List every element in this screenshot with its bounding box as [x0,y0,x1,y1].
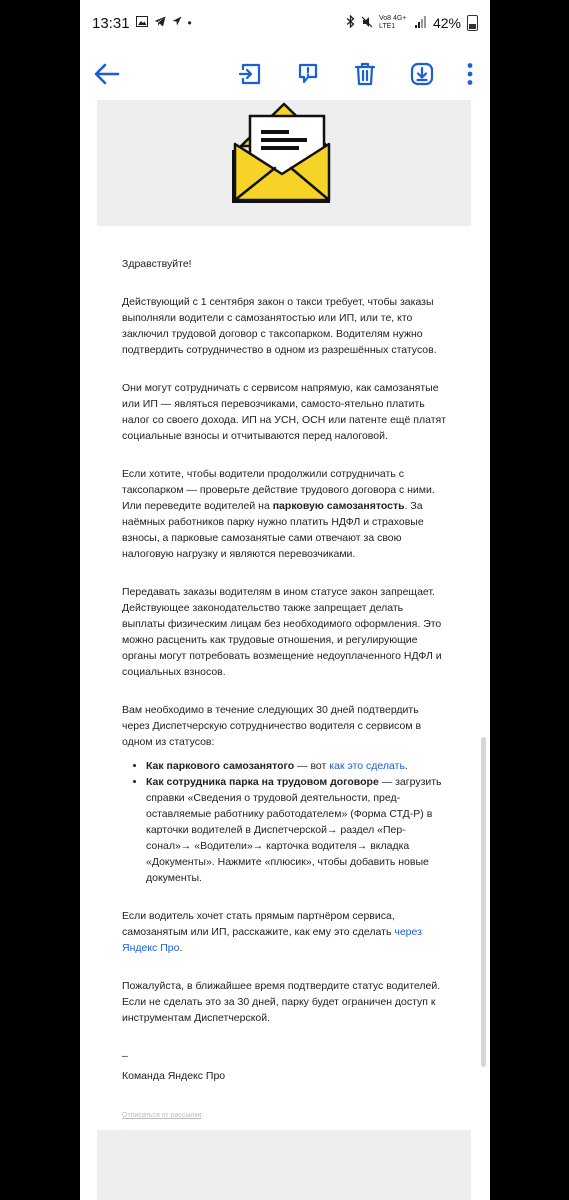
bottom-card [97,1130,471,1200]
email-paragraph-7: Пожалуйста, в ближайшее время подтвердите статус водителей. Если не сделать это за 30 дней, парку будет ограничен доступ к инструментам Диспетчерской. [122,980,441,1024]
more-options-button[interactable] [464,59,476,89]
email-toolbar [80,46,490,102]
email-paragraph-2: Они могут сотрудничать с сервисом напрямую, как самозанятые или ИП — являться перевозчиками, самосто-ятельно платить налог со своего дохода. ИП на УСН, ОСН или патенте ещё платят социальные взносы и отчитываются перед налоговой. [122,382,447,442]
envelope-icon [97,100,471,226]
scrollbar[interactable] [481,737,486,1067]
battery-percent: 42% [432,15,461,31]
back-button[interactable] [92,59,122,89]
spam-button[interactable] [293,59,323,89]
list-item [146,758,447,774]
delete-button[interactable] [350,59,380,89]
email-hero-banner [97,100,471,226]
location-icon [172,16,182,30]
list-item [146,774,447,886]
p6-end: . [179,942,183,954]
list-item-end: . [404,760,408,772]
save-icon [410,62,434,86]
status-right [346,15,478,31]
email-paragraph-3 [122,466,447,562]
network-type: Vo8 4G+ LTE1 [378,15,407,30]
list-item-text: — загрузить справки «Сведения о трудовой деятельности, пред-оставляемые работнику работодателем» (Форма СТД-Р) в карточки водителей в Диспетчерской→ раздел «Пер-сонал»→ «Водители»→ карточка водителя→ вкладка «Документы». Нажмите «плюсик», чтобы добавить новые документы. [146,776,442,884]
signal-icon [415,16,427,31]
save-button[interactable] [407,59,437,89]
p3-text-before: Если хотите, чтобы водители продолжили сотрудничать с таксопарком — проверьте действие трудового договора с ними. Или переведите водителей на [122,468,435,512]
email-body [122,256,447,1142]
more-icon [467,62,473,86]
gallery-notification-icon [136,16,148,30]
email-paragraph-4: Передавать заказы водителям в ином статусе закон запрещает. Действующее законодательство также запрещает делать выплаты физическим лицам без необходимого оформления. Это можно расценить как трудовые отношения, и регулирующие органы могут потребовать возмещение недоуплаченного НДФЛ и социальных взносов. [122,586,442,678]
email-paragraph-1: Действующий с 1 сентября закон о такси требует, чтобы заказы выполняли водители с самозанятостью или ИП, или те, кто заключил трудовой договор с таксопарком. Водителям нужно подтвердить сотрудничество в одном из разрешённых статусов. [122,296,437,356]
dot-indicator-icon: • [187,16,192,30]
status-time: 13:31 [92,14,130,32]
spam-icon [296,62,320,86]
telegram-notification-icon [154,16,166,30]
battery-icon [467,15,478,31]
status-options-list [122,758,447,886]
phone-screen [80,0,490,1200]
list-item-bold: Как паркового самозанятого [146,760,295,772]
yandex-pro-link[interactable]: через Яндекс Про [122,926,422,954]
email-paragraph-5: Вам необходимо в течение следующих 30 дней подтвердить через Диспетчерскую сотрудничество водителя с сервисом в одном из статусов: [122,704,422,748]
unsubscribe-link[interactable]: Отписаться от рассылки [122,1112,202,1119]
back-arrow-icon [94,62,120,86]
list-item-text: — вот [294,760,330,772]
email-signature: Команда Яндекс Про [122,1070,226,1082]
p3-text-after: . За наёмных работников парку нужно платить НДФЛ и страховые взносы, а парковые самозанятые сами отвечают за свою налоговую нагрузку и являются перевозчиками. [122,500,424,560]
toolbar-actions [236,59,476,89]
how-to-link[interactable]: как это сделать [329,760,405,772]
p6-text: Если водитель хочет стать прямым партнёром сервиса, самозанятым или ИП, расскажите, как ему это сделать [122,910,395,938]
p3-bold-text: парковую самозанятость [272,500,405,512]
move-to-button[interactable] [236,59,266,89]
signature-dash: – [122,1050,128,1062]
status-bar [80,0,490,46]
list-item-bold: Как сотрудника парка на трудовом договоре [146,776,379,788]
move-to-icon [239,62,263,86]
mute-icon [361,16,373,31]
email-greeting: Здравствуйте! [122,258,192,270]
delete-icon [354,62,376,86]
email-paragraph-6 [122,908,447,956]
status-left [92,15,192,32]
bluetooth-icon [346,15,355,31]
